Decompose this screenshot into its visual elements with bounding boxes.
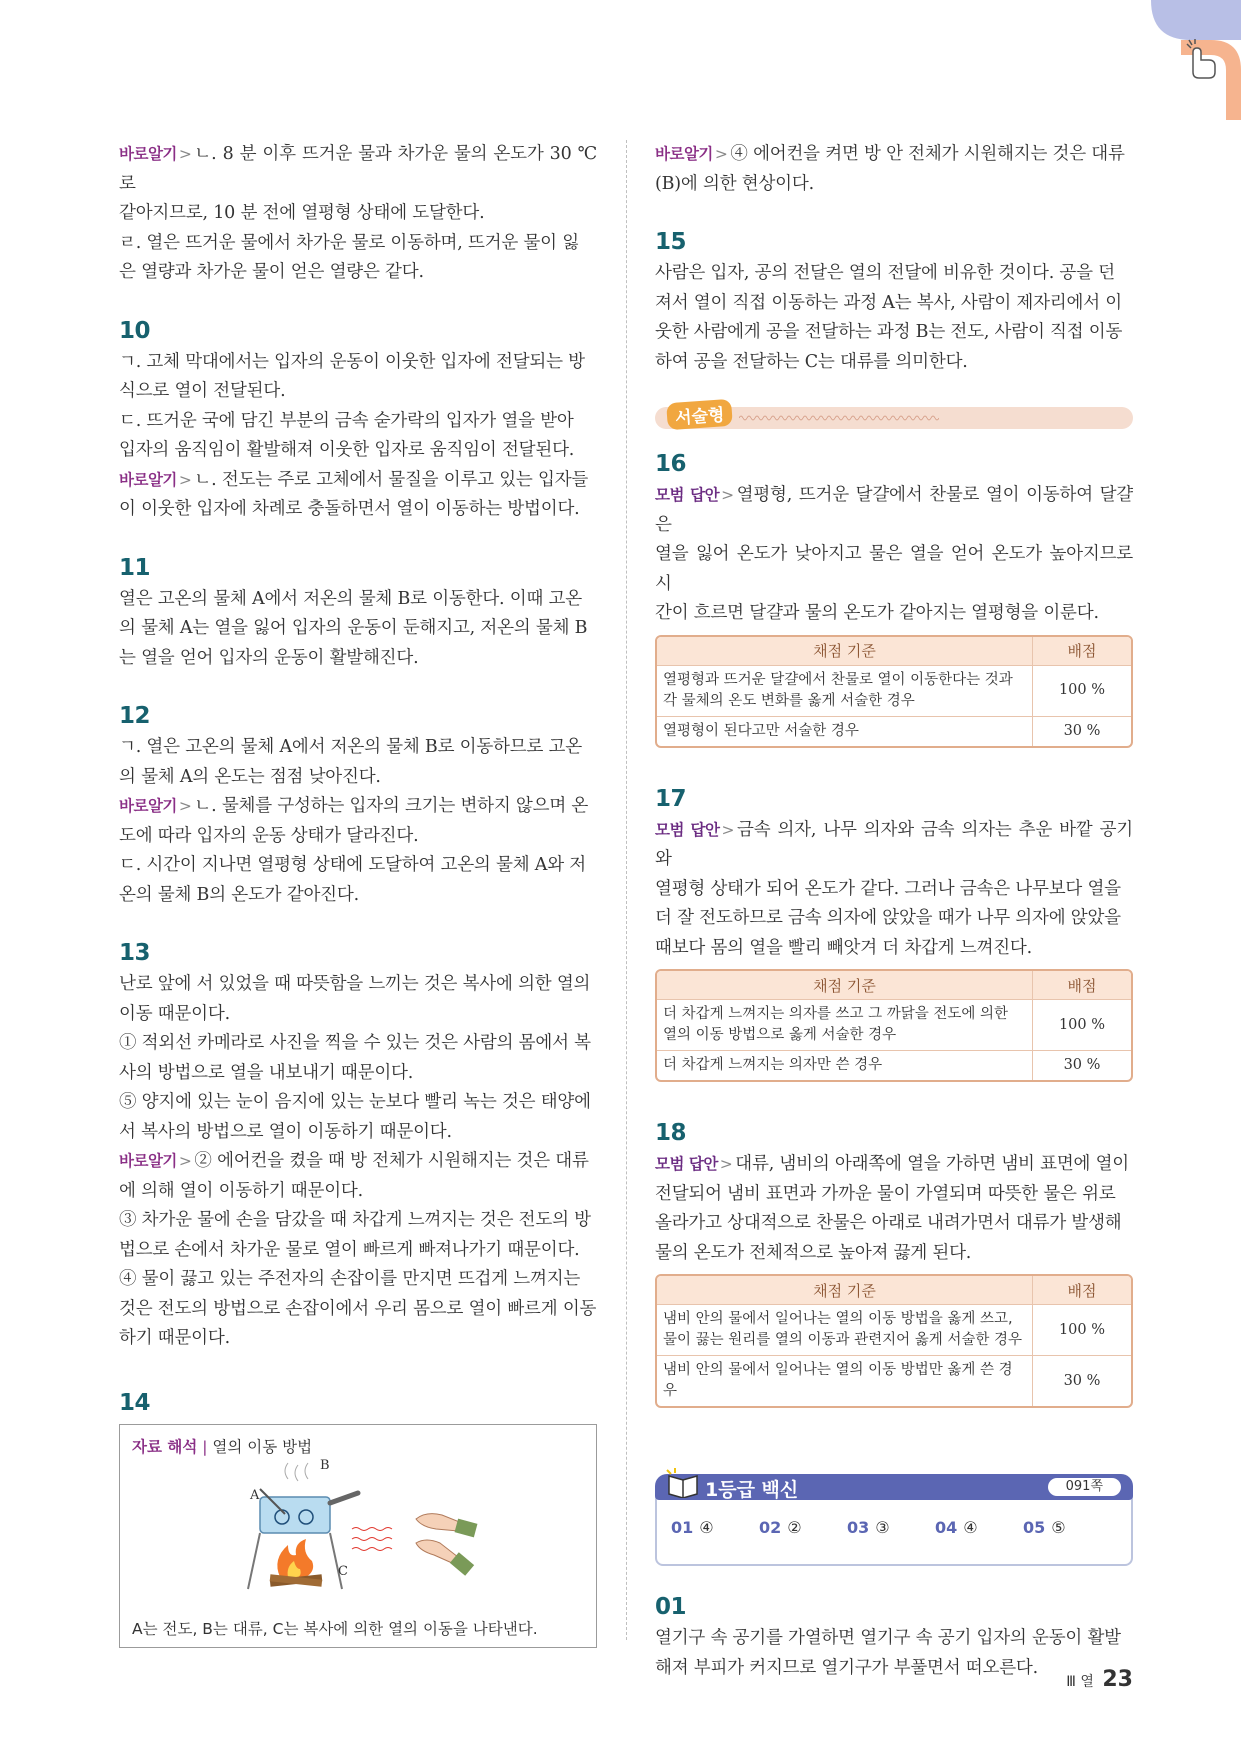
text-line xyxy=(119,614,597,644)
text-content: ① 적외선 카메라로 사진을 찍을 수 있는 것은 사람의 몸에서 복 xyxy=(119,1033,591,1053)
text-line xyxy=(119,1295,597,1325)
scoring-table xyxy=(655,969,1133,1082)
text-content: 의 물체 A의 온도는 점점 낮아진다. xyxy=(119,766,381,787)
text-content: ㄱ. 고체 막대에서는 입자의 운동이 이웃한 입자에 전달되는 방 xyxy=(119,351,585,372)
scoring-table xyxy=(655,635,1133,748)
text-line xyxy=(119,1324,597,1354)
text-line xyxy=(655,289,1133,319)
answer-choice: ④ xyxy=(699,1518,714,1537)
text-line xyxy=(119,763,597,793)
text-content: 서 복사의 방법으로 열이 이동하기 때문이다. xyxy=(119,1121,452,1142)
criteria-header: 채점 기준 xyxy=(657,637,1032,665)
text-content: 더 잘 전도하므로 금속 의자에 앉았을 때가 나무 의자에 앉았을 xyxy=(655,908,1121,928)
text-line xyxy=(655,1654,1133,1684)
text-content: 열평형 상태가 되어 온도가 같다. 그러나 금속은 나무보다 열을 xyxy=(655,878,1121,899)
answer-tag-label: 모범 답안 xyxy=(655,1155,718,1173)
text-content: 온의 물체 B의 온도가 같아진다. xyxy=(119,884,359,905)
text-content: 사람은 입자, 공의 전달은 열의 전달에 비유한 것이다. 공을 던 xyxy=(655,263,1115,283)
text-content: 열평형, 뜨거운 달걀에서 찬물로 열이 이동하여 달걀은 xyxy=(655,485,1134,535)
text-content: 은 열량과 차가운 물이 얻은 열량은 같다. xyxy=(119,262,424,282)
text-line xyxy=(119,1059,597,1089)
text-line xyxy=(119,1118,597,1148)
text-content: 사의 방법으로 열을 내보내기 때문이다. xyxy=(119,1062,414,1083)
question-number: 15 xyxy=(655,229,687,255)
grade-vaccine-page: 091쪽 xyxy=(1048,1478,1121,1496)
text-line xyxy=(119,1000,597,1030)
question-number: 17 xyxy=(655,785,687,812)
points-cell: 100 % xyxy=(1032,1304,1131,1355)
text-line xyxy=(119,881,597,911)
essay-section-label: 서술형 xyxy=(666,399,733,430)
grade-vaccine-title: 1등급 백신 xyxy=(705,1479,799,1501)
answer-choice: ⑤ xyxy=(1051,1518,1066,1537)
answer-number: 05 xyxy=(1023,1518,1046,1537)
wave-decoration xyxy=(739,413,939,423)
text-content: 법으로 손에서 차가운 물로 열이 빠르게 빠져나가기 때문이다. xyxy=(119,1239,580,1260)
text-line xyxy=(655,540,1133,599)
text-content: ② 에어컨을 켰을 때 방 전체가 시원해지는 것은 대류 xyxy=(194,1151,589,1171)
text-line xyxy=(119,822,597,852)
answer-number: 03 xyxy=(847,1518,870,1537)
grade-vaccine-box xyxy=(655,1479,1133,1566)
answer-9 xyxy=(119,140,597,288)
text-line xyxy=(119,140,597,199)
text-content: 간이 흐르면 달걀과 물의 온도가 같아지는 열평형을 이룬다. xyxy=(655,603,1099,623)
text-line xyxy=(119,377,597,407)
table-row xyxy=(657,999,1131,1050)
table-row xyxy=(657,1355,1131,1406)
text-content: 의 물체 A는 열을 잃어 입자의 운동이 둔해지고, 저온의 물체 B xyxy=(119,618,588,638)
text-content: ㄷ. 시간이 지나면 열평형 상태에 도달하여 고온의 물체 A와 저 xyxy=(119,855,586,875)
text-line xyxy=(655,599,1133,629)
text-line xyxy=(119,1147,597,1177)
points-header: 배점 xyxy=(1032,637,1131,665)
label-b: B xyxy=(320,1458,330,1473)
text-line xyxy=(119,792,597,822)
text-content: 전달되어 냄비 표면과 가까운 물이 가열되며 따뜻한 물은 위로 xyxy=(655,1183,1116,1204)
text-content: ③ 차가운 물에 손을 담갔을 때 차갑게 느껴지는 것은 전도의 방 xyxy=(119,1210,591,1230)
points-header: 배점 xyxy=(1032,1276,1131,1304)
text-line xyxy=(119,229,597,259)
text-line xyxy=(119,970,597,1000)
answer-tag xyxy=(119,1152,194,1170)
chevron-right-icon: > xyxy=(721,820,734,839)
text-line xyxy=(119,644,597,674)
answer-tag xyxy=(119,471,194,489)
text-content: 금속 의자, 나무 의자와 금속 의자는 추운 바깥 공기와 xyxy=(655,819,1133,869)
section-label: Ⅲ 열 xyxy=(1066,1674,1094,1690)
text-line xyxy=(655,348,1133,378)
text-line xyxy=(119,436,597,466)
text-line xyxy=(119,348,597,378)
answer-tag-label: 모범 답안 xyxy=(655,820,720,839)
criteria-cell: 더 차갑게 느껴지는 의자만 쓴 경우 xyxy=(657,1050,1032,1080)
text-line xyxy=(655,140,1133,170)
answer-tag-label: 모범 답안 xyxy=(655,486,720,504)
data-box-title: 열의 이동 방법 xyxy=(212,1437,313,1456)
grade-answers xyxy=(671,1518,1121,1537)
text-content: 져서 열이 직접 이동하는 과정 A는 복사, 사람이 제자리에서 이 xyxy=(655,292,1122,313)
text-line xyxy=(655,1624,1133,1654)
answer-tag xyxy=(119,797,194,815)
points-cell: 30 % xyxy=(1032,1050,1131,1080)
grade-answer-item xyxy=(759,1518,847,1537)
text-content: 난로 앞에 서 있었을 때 따뜻함을 느끼는 것은 복사에 의한 열의 xyxy=(119,974,591,994)
criteria-cell: 냄비 안의 물에서 일어나는 열의 이동 방법만 옳게 쓴 경우 xyxy=(657,1355,1032,1406)
text-content: 에 의해 열이 이동하기 때문이다. xyxy=(119,1180,363,1201)
chevron-right-icon: > xyxy=(714,145,728,163)
text-content: (B)에 의한 현상이다. xyxy=(655,173,814,194)
table-row xyxy=(657,1050,1131,1080)
grade-answer-item xyxy=(671,1518,759,1537)
book-icon xyxy=(665,1468,701,1498)
text-line xyxy=(655,1150,1133,1180)
data-box-label: 자료 해석 xyxy=(132,1437,198,1456)
right-column xyxy=(655,140,1133,1683)
text-content: 열은 고온의 물체 A에서 저온의 물체 B로 이동한다. 이때 고온 xyxy=(119,588,582,609)
chevron-right-icon: > xyxy=(178,470,192,489)
text-line xyxy=(119,1088,597,1118)
text-line xyxy=(119,1029,597,1059)
answer-tag-label: 바로알기 xyxy=(119,470,177,489)
text-line xyxy=(655,875,1133,905)
text-content: 는 열을 얻어 입자의 운동이 활발해진다. xyxy=(119,647,419,668)
text-line xyxy=(655,816,1133,875)
text-line xyxy=(655,170,1133,200)
text-content: 이 이웃한 입자에 차례로 충돌하면서 열이 이동하는 방법이다. xyxy=(119,499,580,519)
text-content: 도에 따라 입자의 운동 상태가 달라진다. xyxy=(119,825,419,846)
text-line xyxy=(655,934,1133,964)
label-c: C xyxy=(338,1563,348,1579)
scoring-table xyxy=(655,1274,1133,1408)
chevron-right-icon: > xyxy=(719,1155,733,1173)
text-content: 식으로 열이 전달된다. xyxy=(119,381,286,401)
text-line xyxy=(655,904,1133,934)
points-cell: 30 % xyxy=(1032,1355,1131,1406)
criteria-header: 채점 기준 xyxy=(657,1276,1032,1304)
text-content: 올라가고 상대적으로 찬물은 아래로 내려가면서 대류가 발생해 xyxy=(655,1213,1122,1233)
text-content: ⑤ 양지에 있는 눈이 음지에 있는 눈보다 빨리 녹는 것은 태양에 xyxy=(119,1092,591,1112)
left-column xyxy=(119,140,597,1648)
page-number: 23 xyxy=(1102,1667,1133,1692)
question-number: 01 xyxy=(655,1594,687,1620)
text-line xyxy=(119,258,597,288)
chevron-right-icon: > xyxy=(178,145,192,163)
points-cell: 30 % xyxy=(1032,716,1131,746)
chevron-right-icon: > xyxy=(721,486,734,504)
text-line xyxy=(655,1209,1133,1239)
text-content: ④ 에어컨을 켜면 방 안 전체가 시원해지는 것은 대류 xyxy=(730,144,1125,164)
figure-caption: A는 전도, B는 대류, C는 복사에 의한 열의 이동을 나타낸다. xyxy=(132,1619,538,1638)
text-line xyxy=(119,407,597,437)
question-number: 16 xyxy=(655,451,687,477)
text-content: 물의 온도가 전체적으로 높아져 끓게 된다. xyxy=(655,1242,972,1263)
criteria-cell: 더 차갑게 느껴지는 의자를 쓰고 그 까닭을 전도에 의한 열의 이동 방법으로 옳게 서술한 경우 xyxy=(657,999,1032,1050)
column-divider xyxy=(626,140,627,1640)
text-content: 해져 부피가 커지므로 열기구가 부풀면서 떠오른다. xyxy=(655,1657,1038,1678)
answer-tag-label: 바로알기 xyxy=(119,145,177,163)
answer-tag-label: 바로알기 xyxy=(119,1152,177,1170)
text-content: 입자의 움직임이 활발해져 이웃한 입자로 움직임이 전달된다. xyxy=(119,440,575,460)
text-line xyxy=(655,1180,1133,1210)
data-interpretation-box xyxy=(119,1424,597,1648)
answer-number: 02 xyxy=(759,1518,782,1537)
points-cell: 100 % xyxy=(1032,999,1131,1050)
grade-answer-item xyxy=(847,1518,935,1537)
text-content: ㄱ. 열은 고온의 물체 A에서 저온의 물체 B로 이동하므로 고온 xyxy=(119,737,582,757)
data-box-separator: | xyxy=(202,1437,208,1456)
text-content: 이동 때문이다. xyxy=(119,1003,230,1024)
answer-tag xyxy=(655,486,737,504)
text-content: 같아지므로, 10 분 전에 열평형 상태에 도달한다. xyxy=(119,203,485,223)
text-content: 대류, 냄비의 아래쪽에 열을 가하면 냄비 표면에 열이 xyxy=(735,1154,1130,1174)
answer-tag xyxy=(655,1155,735,1173)
page-footer xyxy=(1066,1667,1133,1692)
chevron-right-icon: > xyxy=(178,1152,192,1170)
text-line xyxy=(119,1206,597,1236)
answer-tag xyxy=(119,145,194,163)
points-cell: 100 % xyxy=(1032,665,1131,716)
text-content: ㄴ. 물체를 구성하는 입자의 크기는 변하지 않으며 온 xyxy=(194,796,589,816)
label-a: A xyxy=(250,1487,260,1503)
text-line xyxy=(119,585,597,615)
text-line xyxy=(119,199,597,229)
question-number: 12 xyxy=(119,703,151,729)
table-row xyxy=(657,716,1131,746)
heat-transfer-illustration xyxy=(240,1459,550,1599)
answer-tag-label: 바로알기 xyxy=(655,145,713,163)
text-content: ㄷ. 뜨거운 국에 담긴 부분의 금속 숟가락의 입자가 열을 받아 xyxy=(119,410,574,431)
question-number: 10 xyxy=(119,317,151,344)
text-line xyxy=(119,1177,597,1207)
text-line xyxy=(119,1265,597,1295)
text-line xyxy=(119,466,597,496)
text-line xyxy=(655,481,1133,540)
text-content: ㄴ. 전도는 주로 고체에서 물질을 이루고 있는 입자들 xyxy=(194,469,589,490)
chevron-right-icon: > xyxy=(178,797,192,815)
points-header: 배점 xyxy=(1032,971,1131,999)
grade-answer-item xyxy=(935,1518,1023,1537)
text-content: 하여 공을 전달하는 C는 대류를 의미한다. xyxy=(655,351,968,372)
text-content: 열을 잃어 온도가 낮아지고 물은 열을 얻어 온도가 높아지므로 시 xyxy=(655,544,1133,594)
text-line xyxy=(119,851,597,881)
text-content: 때보다 몸의 열을 빨리 빼앗겨 더 차갑게 느껴진다. xyxy=(655,937,1033,958)
text-content: ㄹ. 열은 뜨거운 물에서 차가운 물로 이동하며, 뜨거운 물이 잃 xyxy=(119,232,579,253)
answer-choice: ④ xyxy=(963,1518,978,1537)
text-content: ㄴ. 8 분 이후 뜨거운 물과 차가운 물의 온도가 30 ℃로 xyxy=(119,144,597,194)
text-content: 웃한 사람에게 공을 전달하는 과정 B는 전도, 사람이 직접 이동 xyxy=(655,322,1123,342)
text-line xyxy=(655,318,1133,348)
text-line xyxy=(655,1239,1133,1269)
text-content: 열기구 속 공기를 가열하면 열기구 속 공기 입자의 운동이 활발 xyxy=(655,1628,1121,1648)
answer-choice: ② xyxy=(787,1518,802,1537)
answer-number: 01 xyxy=(671,1518,694,1537)
text-content: 것은 전도의 방법으로 손잡이에서 우리 몸으로 열이 빠르게 이동 xyxy=(119,1298,597,1319)
table-row xyxy=(657,1304,1131,1355)
answer-tag-label: 바로알기 xyxy=(119,797,177,815)
answer-number: 04 xyxy=(935,1518,958,1537)
text-line xyxy=(119,733,597,763)
question-number: 11 xyxy=(119,554,151,581)
text-line xyxy=(655,259,1133,289)
answer-choice: ③ xyxy=(875,1518,890,1537)
corner-decoration xyxy=(1051,0,1241,120)
text-line xyxy=(119,495,597,525)
grade-answer-item xyxy=(1023,1518,1111,1537)
question-number: 18 xyxy=(655,1120,687,1146)
text-line xyxy=(119,1236,597,1266)
criteria-cell: 냄비 안의 물에서 일어나는 열의 이동 방법을 옳게 쓰고, 물이 끓는 원리를 열의 이동과 관련지어 옳게 서술한 경우 xyxy=(657,1304,1032,1355)
essay-section-bar xyxy=(655,407,1133,429)
text-content: 하기 때문이다. xyxy=(119,1328,230,1348)
criteria-header: 채점 기준 xyxy=(657,971,1032,999)
question-number: 13 xyxy=(119,940,151,966)
answer-tag xyxy=(655,821,737,839)
answer-tag xyxy=(655,145,730,163)
question-number: 14 xyxy=(119,1389,151,1416)
criteria-cell: 열평형과 뜨거운 달걀에서 찬물로 열이 이동한다는 것과 각 물체의 온도 변화를 옳게 서술한 경우 xyxy=(657,665,1032,716)
text-content: ④ 물이 끓고 있는 주전자의 손잡이를 만지면 뜨겁게 느껴지는 xyxy=(119,1269,581,1289)
criteria-cell: 열평형이 된다고만 서술한 경우 xyxy=(657,716,1032,746)
table-row xyxy=(657,665,1131,716)
